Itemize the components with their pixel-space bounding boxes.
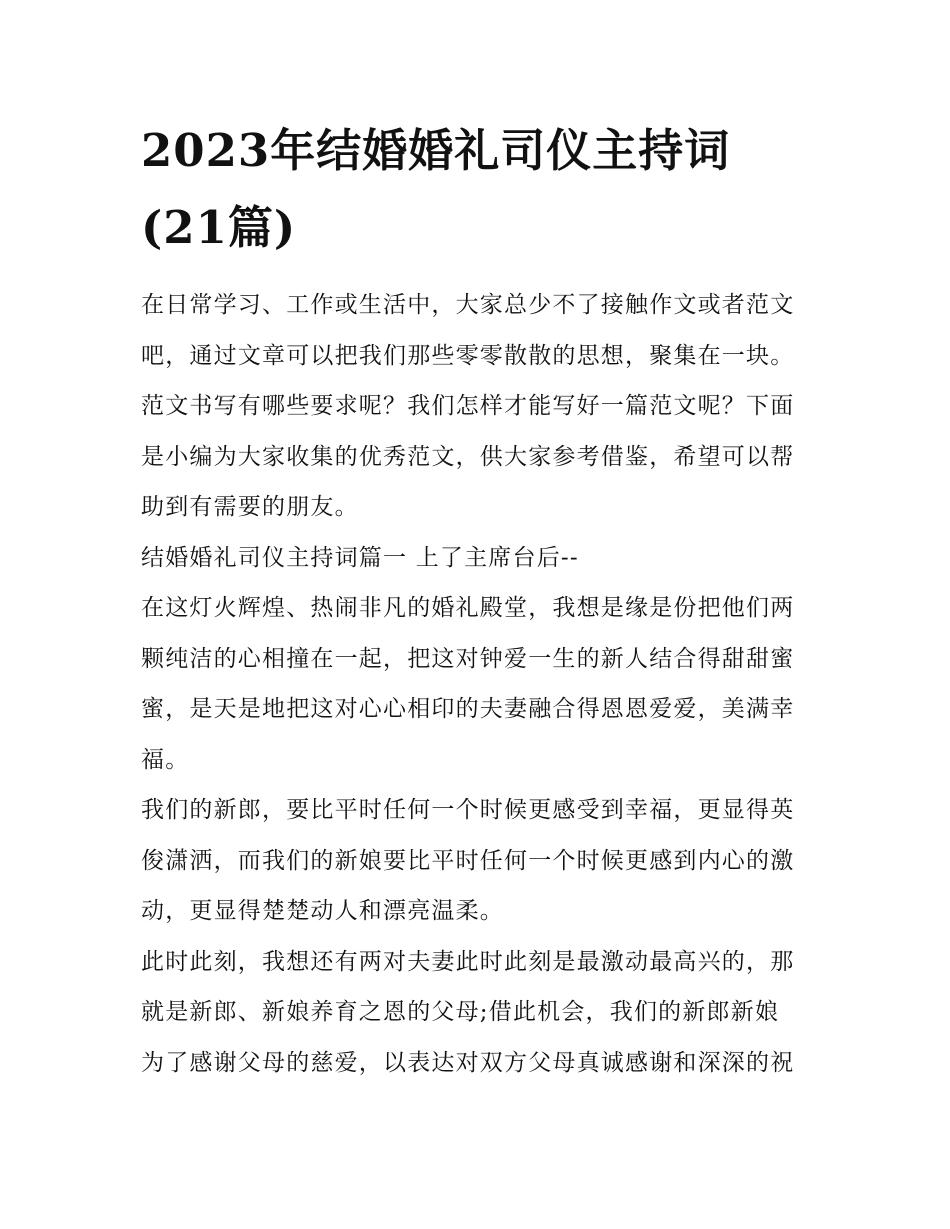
body-paragraph xyxy=(141,583,813,785)
body-paragraph xyxy=(141,785,813,937)
section-heading xyxy=(141,533,813,584)
text-line: 此时此刻，我想还有两对夫妻此时此刻是最激动最高兴的，那 xyxy=(141,948,795,975)
text-line: 动，更显得楚楚动人和漂亮温柔。 xyxy=(141,898,504,924)
body-paragraph xyxy=(141,937,813,1089)
text-line: 我们的新郎，要比平时任何一个时候更感受到幸福，更显得英 xyxy=(141,797,795,823)
title-line: (21篇) xyxy=(141,201,297,254)
text-line: 在日常学习、工作或生活中，大家总少不了接触作文或者范文 xyxy=(141,292,795,318)
text-line: 范文书写有哪些要求呢？我们怎样才能写好一篇范文呢？下面 xyxy=(141,393,795,419)
document-page xyxy=(141,112,813,1088)
text-line: 俊潇洒，而我们的新娘要比平时任何一个时候更感到内心的激 xyxy=(141,847,795,874)
text-line: 蜜，是天是地把这对心心相印的夫妻融合得恩恩爱爱，美满幸 xyxy=(141,696,795,722)
text-line: 就是新郎、新娘养育之恩的父母;借此机会，我们的新郎新娘 xyxy=(141,999,780,1025)
text-line: 结婚婚礼司仪主持词篇一 上了主席台后-- xyxy=(141,544,579,571)
title-line: 2023年结婚婚礼司仪主持词 xyxy=(141,124,731,177)
text-line: 吧，通过文章可以把我们那些零零散散的思想，聚集在一块。 xyxy=(141,342,795,369)
text-line: 颗纯洁的心相撞在一起，把这对钟爱一生的新人结合得甜甜蜜 xyxy=(141,645,795,672)
text-line: 是小编为大家收集的优秀范文，供大家参考借鉴，希望可以帮 xyxy=(141,443,795,470)
text-line: 在这灯火辉煌、热闹非凡的婚礼殿堂，我想是缘是份把他们两 xyxy=(141,595,795,621)
intro-paragraph xyxy=(141,280,813,533)
document-title xyxy=(141,112,813,266)
text-line: 为了感谢父母的慈爱，以表达对双方父母真诚感谢和深深的祝 xyxy=(141,1049,795,1076)
text-line: 助到有需要的朋友。 xyxy=(141,494,359,520)
text-line: 福。 xyxy=(141,746,190,773)
